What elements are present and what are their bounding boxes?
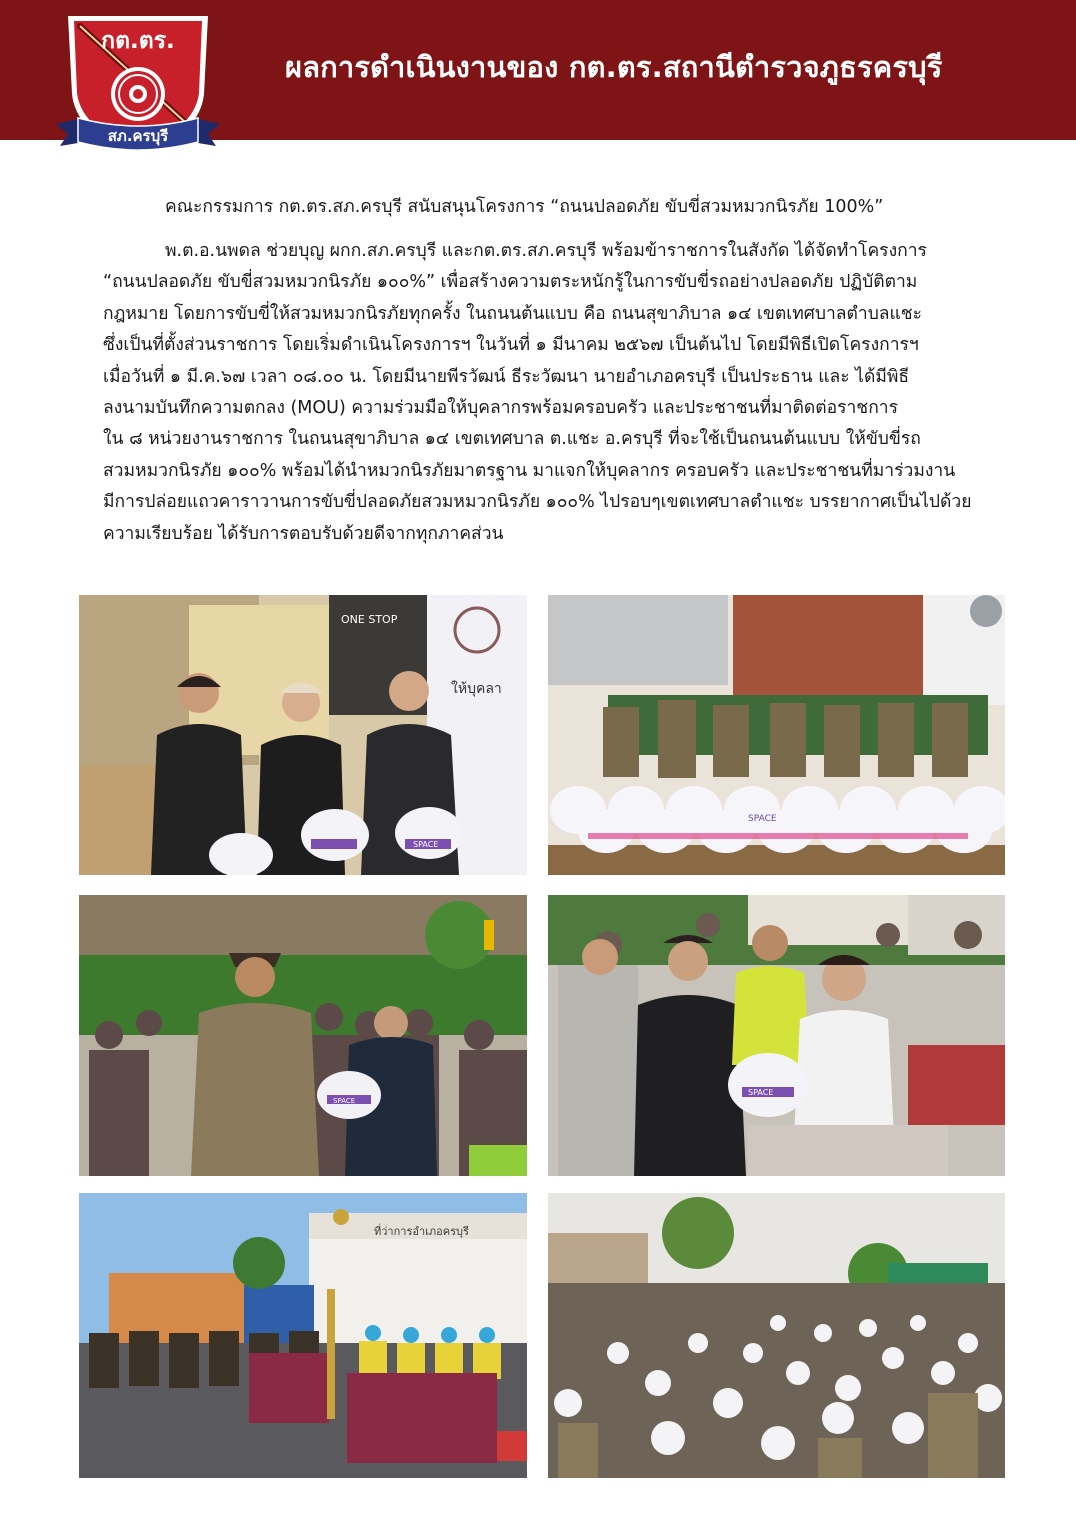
body-line-5: เมื่อวันที่ ๑ มี.ค.๖๗ เวลา ๐๘.๐๐ น. โดยมีนายพีรวัฒน์ ธีระวัฒนา นายอำเภอครบุรี เป็นประธาน และ ได้มีพิธี <box>103 366 910 387</box>
helmet-brand-label: SPACE <box>748 1088 774 1097</box>
photo-officer-giving-helmet <box>79 895 527 1176</box>
photo-helmet-handover-officials <box>79 595 527 875</box>
one-stop-sign: ONE STOP <box>341 613 398 626</box>
intro-line: คณะกรรมการ กต.ตร.สภ.ครบุรี สนับสนุนโครงการ “ถนนปลอดภัย ขับขี่สวมหมวกนิรภัย 100%” <box>165 197 884 217</box>
photo-officers-with-helmets <box>548 595 1005 875</box>
article-body <box>103 236 1015 550</box>
body-line-10: ความเรียบร้อย ได้รับการตอบรับด้วยดีจากทุกภาคส่วน <box>103 523 504 544</box>
body-line-8: สวมหมวกนิรภัย ๑๐๐% พร้อมได้นำหมวกนิรภัยมาตรฐาน มาแจกให้บุคลากร ครอบครัว และประชาชนที่มาร่วมงาน <box>103 460 956 481</box>
body-line-7: ใน ๘ หน่วยงานราชการ ในถนนสุขาภิบาล ๑๔ เขตเทศบาล ต.แชะ อ.ครบุรี ที่จะใช้เป็นถนนต้นแบบ ให้ขับขี่รถ <box>103 429 921 450</box>
body-line-1: พ.ต.อ.นพดล ช่วยบุญ ผกก.สภ.ครบุรี และกต.ตร.สภ.ครบุรี พร้อมข้าราชการในสังกัด ได้จัดทำโครงการ <box>165 241 927 261</box>
photo-helmet-to-student <box>548 895 1005 1176</box>
logo-top-text: กต.ตร. <box>101 28 175 54</box>
photo-helmet-crowd <box>548 1193 1005 1478</box>
page-title: ผลการดำเนินงานของ กต.ตร.สถานีตำรวจภูธรครบุรี <box>285 50 943 84</box>
body-line-3: กฎหมาย โดยการขับขี่ให้สวมหมวกนิรภัยทุกครั้ง ในถนนต้นแบบ คือ ถนนสุขาภิบาล ๑๔ เขตเทศบาลตำบลแชะ <box>103 303 923 324</box>
banner-text: ให้บุคลา <box>451 681 502 697</box>
helmet-brand-label: SPACE <box>748 814 777 824</box>
helmet-brand-label: SPACE <box>413 840 439 849</box>
body-line-4: ซึ่งเป็นที่ตั้งส่วนราชการ โดยเริ่มดำเนินโครงการฯ ในวันที่ ๑ มีนาคม ๒๕๖๗ เป็นต้นไป โดยมีพิธีเปิดโครงการฯ <box>103 335 919 356</box>
logo-ribbon-text: สภ.ครบุรี <box>107 127 169 145</box>
police-emblem-logo <box>52 6 224 171</box>
building-sign: ที่ว่าการอำเภอครบุรี <box>374 1225 469 1238</box>
body-line-2: “ถนนปลอดภัย ขับขี่สวมหมวกนิรภัย ๑๐๐%” เพื่อสร้างความตระหนักรู้ในการขับขี่รถอย่างปลอดภัย ปฏิบัติตาม <box>103 272 918 293</box>
body-line-6: ลงนามบันทึกความตกลง (MOU) ความร่วมมือให้บุคลากรพร้อมครอบครัว และประชาชนที่มาติดต่อราชการ <box>103 398 899 419</box>
helmet-brand-label: SPACE <box>333 1097 356 1105</box>
photo-caravan-parade <box>79 1193 527 1478</box>
body-line-9: มีการปล่อยแถวคาราวานการขับขี่ปลอดภัยสวมหมวกนิรภัย ๑๐๐% ไปรอบๆเขตเทศบาลตำแชะ บรรยากาศเป็นไปด้วย <box>103 492 972 513</box>
